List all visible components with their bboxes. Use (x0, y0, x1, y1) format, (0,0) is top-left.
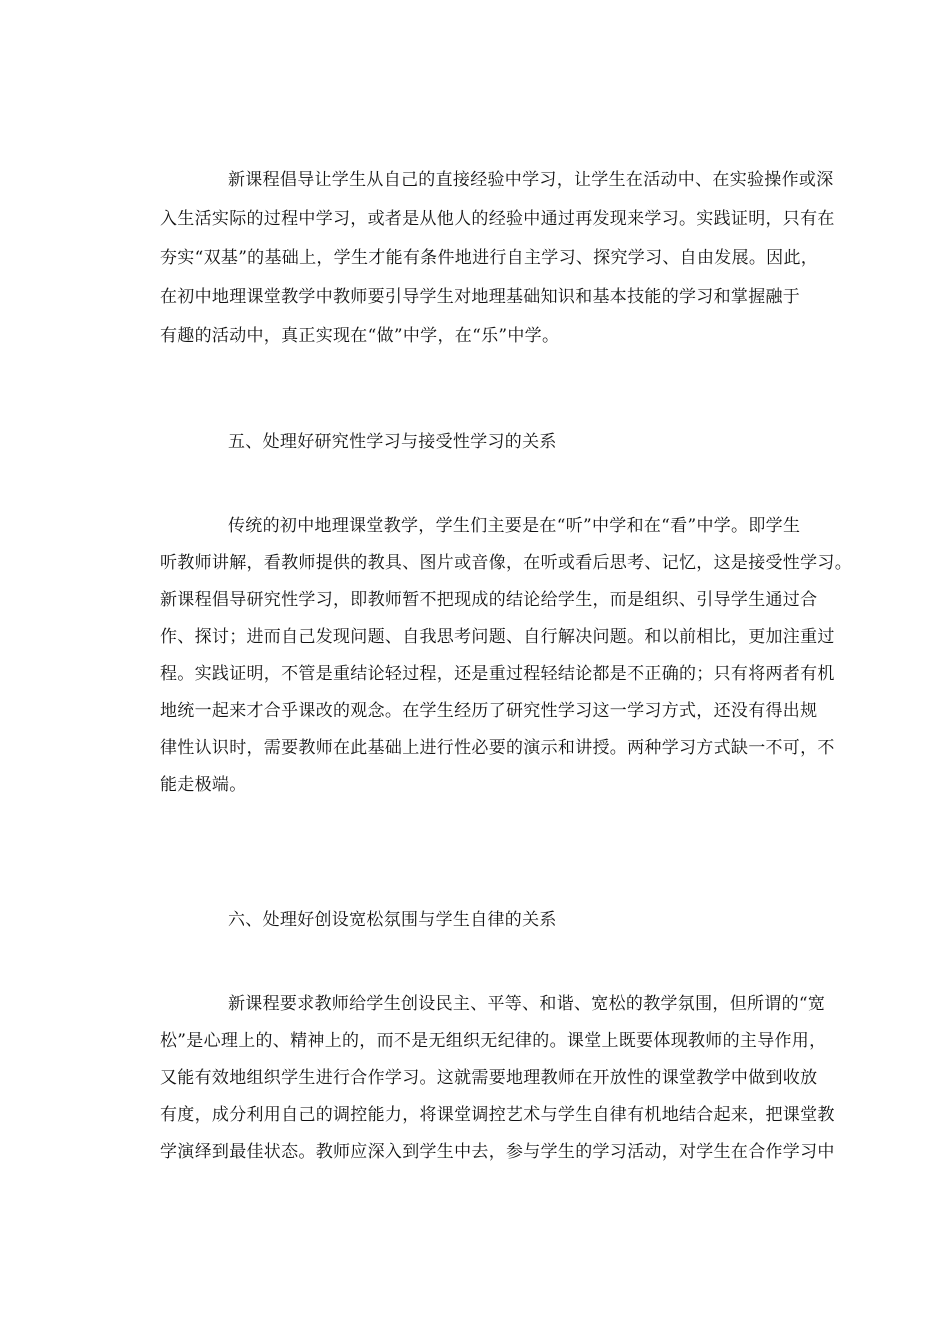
paragraph-line: 律性认识时，需要教师在此基础上进行性必要的演示和讲授。两种学习方式缺一不可，不 (160, 738, 835, 758)
paragraph-practice-learning (160, 166, 886, 351)
paragraph-line: 学演绎到最佳状态。教师应深入到学生中去，参与学生的学习活动，对学生在合作学习中 (160, 1142, 835, 1162)
paragraph-line: 又能有效地组织学生进行合作学习。这就需要地理教师在开放性的课堂教学中做到收放 (160, 1068, 818, 1088)
paragraph-line: 新课程倡导研究性学习，即教师暂不把现成的结论给学生，而是组织、引导学生通过合 (160, 590, 818, 610)
paragraph-line: 新课程倡导让学生从自己的直接经验中学习，让学生在活动中、在实验操作或深 (228, 170, 834, 190)
paragraph-line: 能走极端。 (160, 775, 247, 795)
paragraph-line: 地统一起来才合乎课改的观念。在学生经历了研究性学习这一学习方式，还没有得出规 (160, 701, 818, 721)
paragraph-line: 听教师讲解，看教师提供的教具、图片或音像，在听或看后思考、记忆，这是接受性学习。 (160, 553, 852, 573)
paragraph-research-learning (160, 512, 886, 800)
section-heading-6: 六、处理好创设宽松氛围与学生自律的关系 (228, 910, 557, 930)
paragraph-line: 有度，成分利用自己的调控能力，将课堂调控艺术与学生自律有机地结合起来，把课堂教 (160, 1105, 835, 1125)
paragraph-line: 传统的初中地理课堂教学，学生们主要是在“听”中学和在“看”中学。即学生 (228, 516, 801, 536)
section-heading-5: 五、处理好研究性学习与接受性学习的关系 (228, 432, 557, 452)
paragraph-line: 作、探讨；进而自己发现问题、自我思考问题、自行解决问题。和以前相比，更加注重过 (160, 627, 835, 647)
paragraph-line: 程。实践证明，不管是重结论轻过程，还是重过程轻结论都是不正确的；只有将两者有机 (160, 664, 835, 684)
paragraph-line: 新课程要求教师给学生创设民主、平等、和谐、宽松的教学氛围，但所谓的“宽 (228, 994, 826, 1014)
paragraph-line: 夯实“双基”的基础上，学生才能有条件地进行自主学习、探究学习、自由发展。因此， (160, 248, 819, 268)
paragraph-line: 松”是心理上的、精神上的，而不是无组织无纪律的。课堂上既要体现教师的主导作用， (160, 1031, 827, 1051)
paragraph-line: 在初中地理课堂教学中教师要引导学生对地理基础知识和基本技能的学习和掌握融于 (160, 287, 801, 307)
paragraph-relaxed-atmosphere (160, 990, 886, 1167)
paragraph-line: 入生活实际的过程中学习，或者是从他人的经验中通过再发现来学习。实践证明，只有在 (160, 209, 835, 229)
paragraph-line: 有趣的活动中，真正实现在“做”中学，在“乐”中学。 (160, 326, 560, 346)
